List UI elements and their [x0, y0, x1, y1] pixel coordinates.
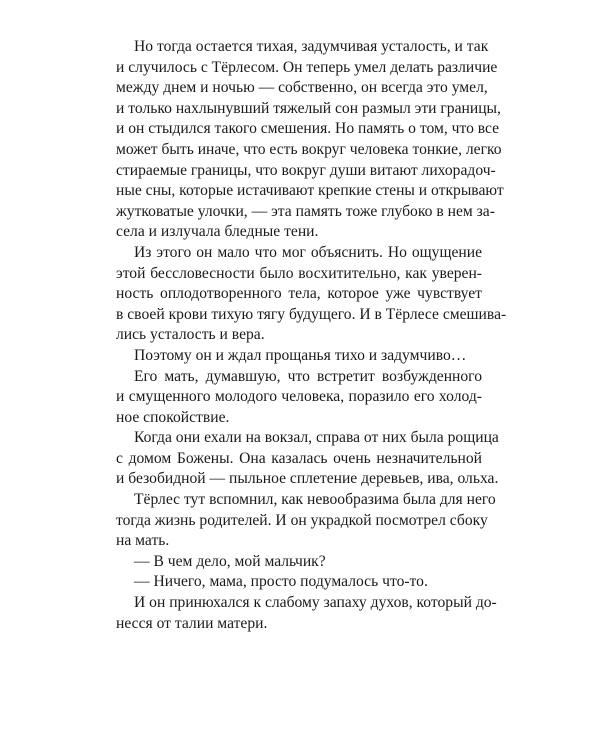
text-line: этой бессловесности было восхитительно, как уверен-: [116, 264, 482, 282]
text-line: Поэтому он и ждал прощанья тихо и задумчиво…: [134, 346, 467, 364]
text-line: И он принюхался к слабому запаху духов, который до-: [134, 594, 497, 612]
text-line: может быть иначе, что есть вокруг человека тонкие, легко: [116, 140, 502, 158]
text-line: на мать.: [116, 532, 170, 550]
text-line: Из этого он мало что мог объяснить. Но ощущение: [134, 243, 482, 261]
text-line: между днем и ночью — собственно, он всегда это умел,: [116, 79, 488, 97]
text-line: лись усталость и вера.: [116, 326, 265, 344]
text-line: — Ничего, мама, просто подумалось что-то.: [134, 573, 428, 591]
text-line: тогда жизнь родителей. И он украдкой посмотрел сбоку: [116, 511, 488, 529]
text-line: и смущенного молодого человека, поразило его холод-: [116, 388, 482, 406]
text-line: Его мать, думавшую, что встретит возбужденного: [134, 367, 482, 385]
text-line: жутковатые улочки, — эта память тоже глубоко в нем за-: [116, 202, 495, 220]
text-line: и безобидной — пыльное сплетение деревьев, ива, ольха.: [116, 470, 499, 488]
text-line: Тёрлес тут вспомнил, как невообразима была для него: [134, 491, 496, 509]
text-line: и случилось с Тёрлесом. Он теперь умел делать различие: [116, 58, 498, 76]
text-line: в своей крови тихую тягу будущего. И в Тёрлесе смешива-: [116, 305, 507, 323]
text-line: Когда они ехали на вокзал, справа от них была рощица: [134, 429, 499, 447]
text-line: ность оплодотворенного тела, которое уже чувствует: [116, 285, 482, 303]
text-line: ное спокойствие.: [116, 408, 230, 426]
text-line: и только нахлынувший тяжелый сон размыл эти границы,: [116, 99, 501, 117]
body-text: [116, 37, 507, 634]
text-line: и он стыдился такого смешения. Но память о том, что все: [116, 120, 500, 138]
text-line: несся от талии матери.: [116, 614, 268, 632]
text-line: села и излучала бледные тени.: [116, 223, 319, 241]
text-line: Но тогда остается тихая, задумчивая усталость, и так: [134, 38, 489, 55]
text-line: стираемые границы, что вокруг души витают лихорадоч-: [116, 161, 496, 179]
text-line: с домом Божены. Она казалась очень незначительной: [116, 449, 482, 467]
text-line: ные сны, которые истачивают крепкие стены и открывают: [116, 182, 504, 200]
text-line: — В чем дело, мой мальчик?: [134, 552, 326, 570]
